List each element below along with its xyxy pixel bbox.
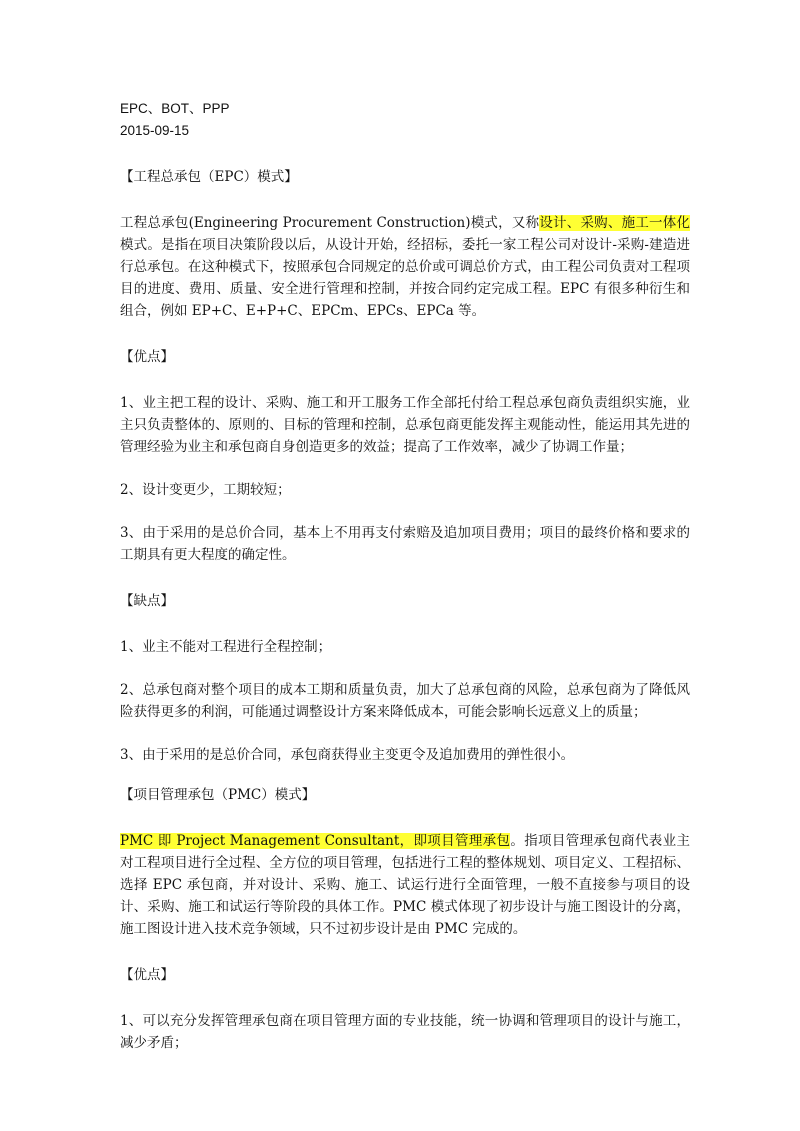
epc-cons-item-1: 1、业主不能对工程进行全程控制； xyxy=(120,639,332,655)
pmc-intro-text: 。指项目管理承包商代表业主对工程项目进行全过程、全方位的项目管理，包括进行工程的整体规划、项目定义、工程招标、选择 EPC 承包商，并对设计、采购、施工、试运行进行全面管理，一般不直接参与项目的设计、采购、施工和试运行等阶段的具体工作。PMC 模式体现了初步设计与施工图设计的分离，施工图设计进入技术竞争领域，只不过初步设计是由 PMC 完成的。 xyxy=(120,833,690,937)
epc-pros-item-1: 1、业主把工程的设计、采购、施工和开工服务工作全部托付给工程总承包商负责组织实施，业主只负责整体的、原则的、目标的管理和控制，总承包商更能发挥主观能动性，能运用其先进的管理经验为业主和承包商自身创造更多的效益；提高了工作效率，减少了协调工作量； xyxy=(120,395,690,455)
epc-cons-item-2: 2、总承包商对整个项目的成本工期和质量负责，加大了总承包商的风险，总承包商为了降低风险获得更多的利润，可能通过调整设计方案来降低成本，可能会影响长远意义上的质量； xyxy=(120,682,690,720)
section-heading-epc: 【工程总承包（EPC）模式】 xyxy=(120,169,298,185)
epc-cons-item-3: 3、由于采用的是总价合同，承包商获得业主变更令及追加费用的弹性很小。 xyxy=(120,747,575,763)
epc-cons-heading: 【缺点】 xyxy=(120,593,174,609)
document-date: 2015-09-15 xyxy=(120,123,190,138)
pmc-highlight-text: PMC 即 Project Management Consultant，即项目管理承包 xyxy=(120,833,511,849)
pmc-pros-heading: 【优点】 xyxy=(120,967,174,983)
document-title: EPC、BOT、PPP xyxy=(120,101,230,116)
pmc-pros-item-1: 1、可以充分发挥管理承包商在项目管理方面的专业技能，统一协调和管理项目的设计与施工，减少矛盾； xyxy=(120,1013,690,1051)
epc-pros-item-3: 3、由于采用的是总价合同，基本上不用再支付索赔及追加项目费用；项目的最终价格和要求的工期具有更大程度的确定性。 xyxy=(120,525,690,563)
epc-pros-heading: 【优点】 xyxy=(120,349,174,365)
epc-pros-item-2: 2、设计变更少，工期较短； xyxy=(120,482,291,498)
document-body xyxy=(120,98,690,1054)
epc-highlight-text: 设计、采购、施工一体化 xyxy=(539,215,690,231)
pmc-intro-paragraph xyxy=(120,830,690,940)
epc-intro-text-2: 模式。是指在项目决策阶段以后，从设计开始，经招标，委托一家工程公司对设计-采购-建造进行总承包。在这种模式下，按照承包合同规定的总价或可调总价方式，由工程公司负责对工程项目的进度、费用、质量、安全进行管理和控制，并按合同约定完成工程。EPC 有很多种衍生和组合，例如 EP+C、E+P+C、EPCm、EPCs、EPCa 等。 xyxy=(120,237,690,319)
epc-intro-paragraph xyxy=(120,212,690,322)
section-heading-pmc: 【项目管理承包（PMC）模式】 xyxy=(120,787,316,803)
epc-intro-text-1: 工程总承包(Engineering Procurement Construction)模式，又称 xyxy=(120,215,540,231)
